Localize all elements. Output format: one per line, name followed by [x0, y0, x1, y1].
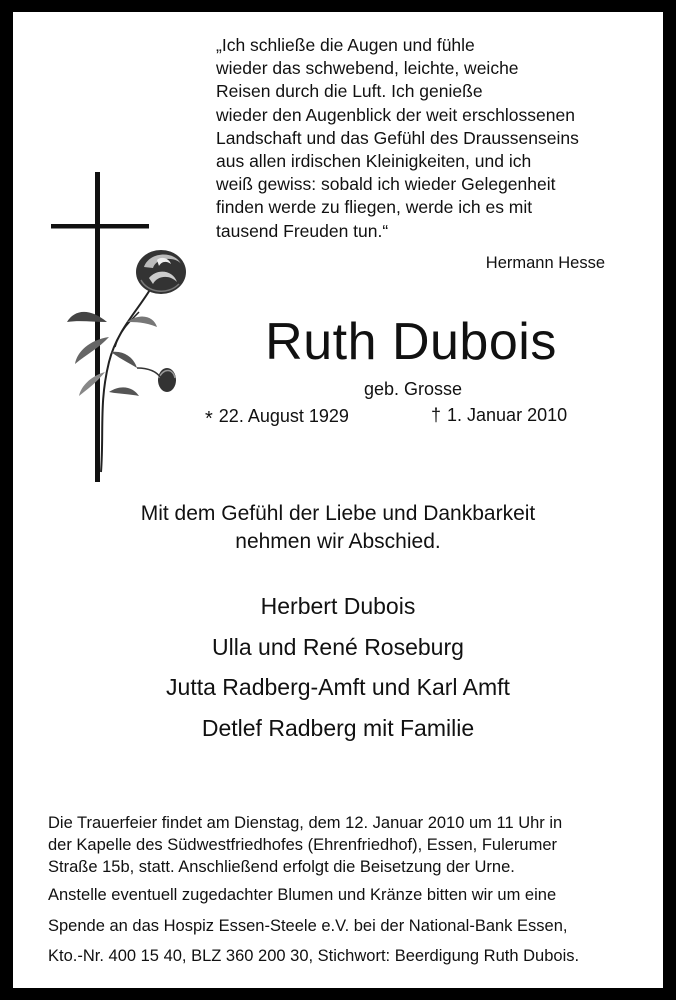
quote-block: [216, 34, 636, 243]
quote-line: „Ich schließe die Augen und fühle: [216, 35, 475, 55]
ceremony-notice: [48, 812, 658, 970]
death-date: [431, 405, 567, 426]
maiden-name: geb. Grosse: [363, 379, 463, 399]
farewell-text: [13, 500, 663, 556]
quote-line: weiß gewiss: sobald ich wieder Gelegenheit: [216, 174, 556, 195]
quote-line: Reisen durch die Luft. Ich genieße: [216, 81, 483, 102]
deceased-name: Ruth Dubois: [265, 313, 557, 371]
quote-line: wieder den Augenblick der weit erschlossenen: [216, 104, 575, 125]
death-date-text: 1. Januar 2010: [447, 405, 568, 425]
ceremony-line: Die Trauerfeier findet am Dienstag, dem 12. Januar 2010 um 11 Uhr in: [48, 814, 563, 832]
ceremony-line: Straße 15b, statt. Anschließend erfolgt die Beisetzung der Urne.: [48, 858, 515, 876]
donation-line: Spende an das Hospiz Essen-Steele e.V. bei der National-Bank Essen,: [48, 916, 568, 935]
mourners-list: [13, 586, 663, 748]
death-cross-icon: †: [431, 405, 442, 425]
obituary-card: [13, 12, 663, 988]
quote-author: Hermann Hesse: [485, 254, 605, 272]
cross-with-rose-icon: [49, 172, 189, 482]
farewell-line: Mit dem Gefühl der Liebe und Dankbarkeit: [140, 502, 536, 525]
quote-line: tausend Freuden tun.“: [216, 220, 389, 241]
birth-date-text: 22. August 1929: [218, 406, 349, 426]
donation-line: Kto.-Nr. 400 15 40, BLZ 360 200 30, Stichwort: Beerdigung Ruth Dubois.: [48, 947, 580, 965]
mourner-name: Jutta Radberg-Amft und Karl Amft: [166, 674, 510, 700]
mourner-name: Ulla und René Roseburg: [212, 633, 464, 660]
ceremony-line: der Kapelle des Südwestfriedhofes (Ehrenfriedhof), Essen, Fulerumer: [48, 836, 558, 854]
quote-line: aus allen irdischen Kleinigkeiten, und ich: [216, 151, 532, 172]
birth-star-icon: *: [205, 408, 213, 430]
quote-line: wieder das schwebend, leichte, weiche: [216, 58, 519, 79]
quote-line: Landschaft und das Gefühl des Draussenseins: [216, 127, 579, 148]
quote-line: finden werde zu fliegen, werde ich es mit: [216, 197, 533, 218]
farewell-line: nehmen wir Abschied.: [235, 530, 441, 553]
mourner-name: Detlef Radberg mit Familie: [201, 714, 475, 741]
donation-line: Anstelle eventuell zugedachter Blumen und Kränze bitten wir um eine: [48, 886, 557, 904]
mourner-name: Herbert Dubois: [260, 593, 416, 619]
birth-date: [205, 405, 349, 428]
